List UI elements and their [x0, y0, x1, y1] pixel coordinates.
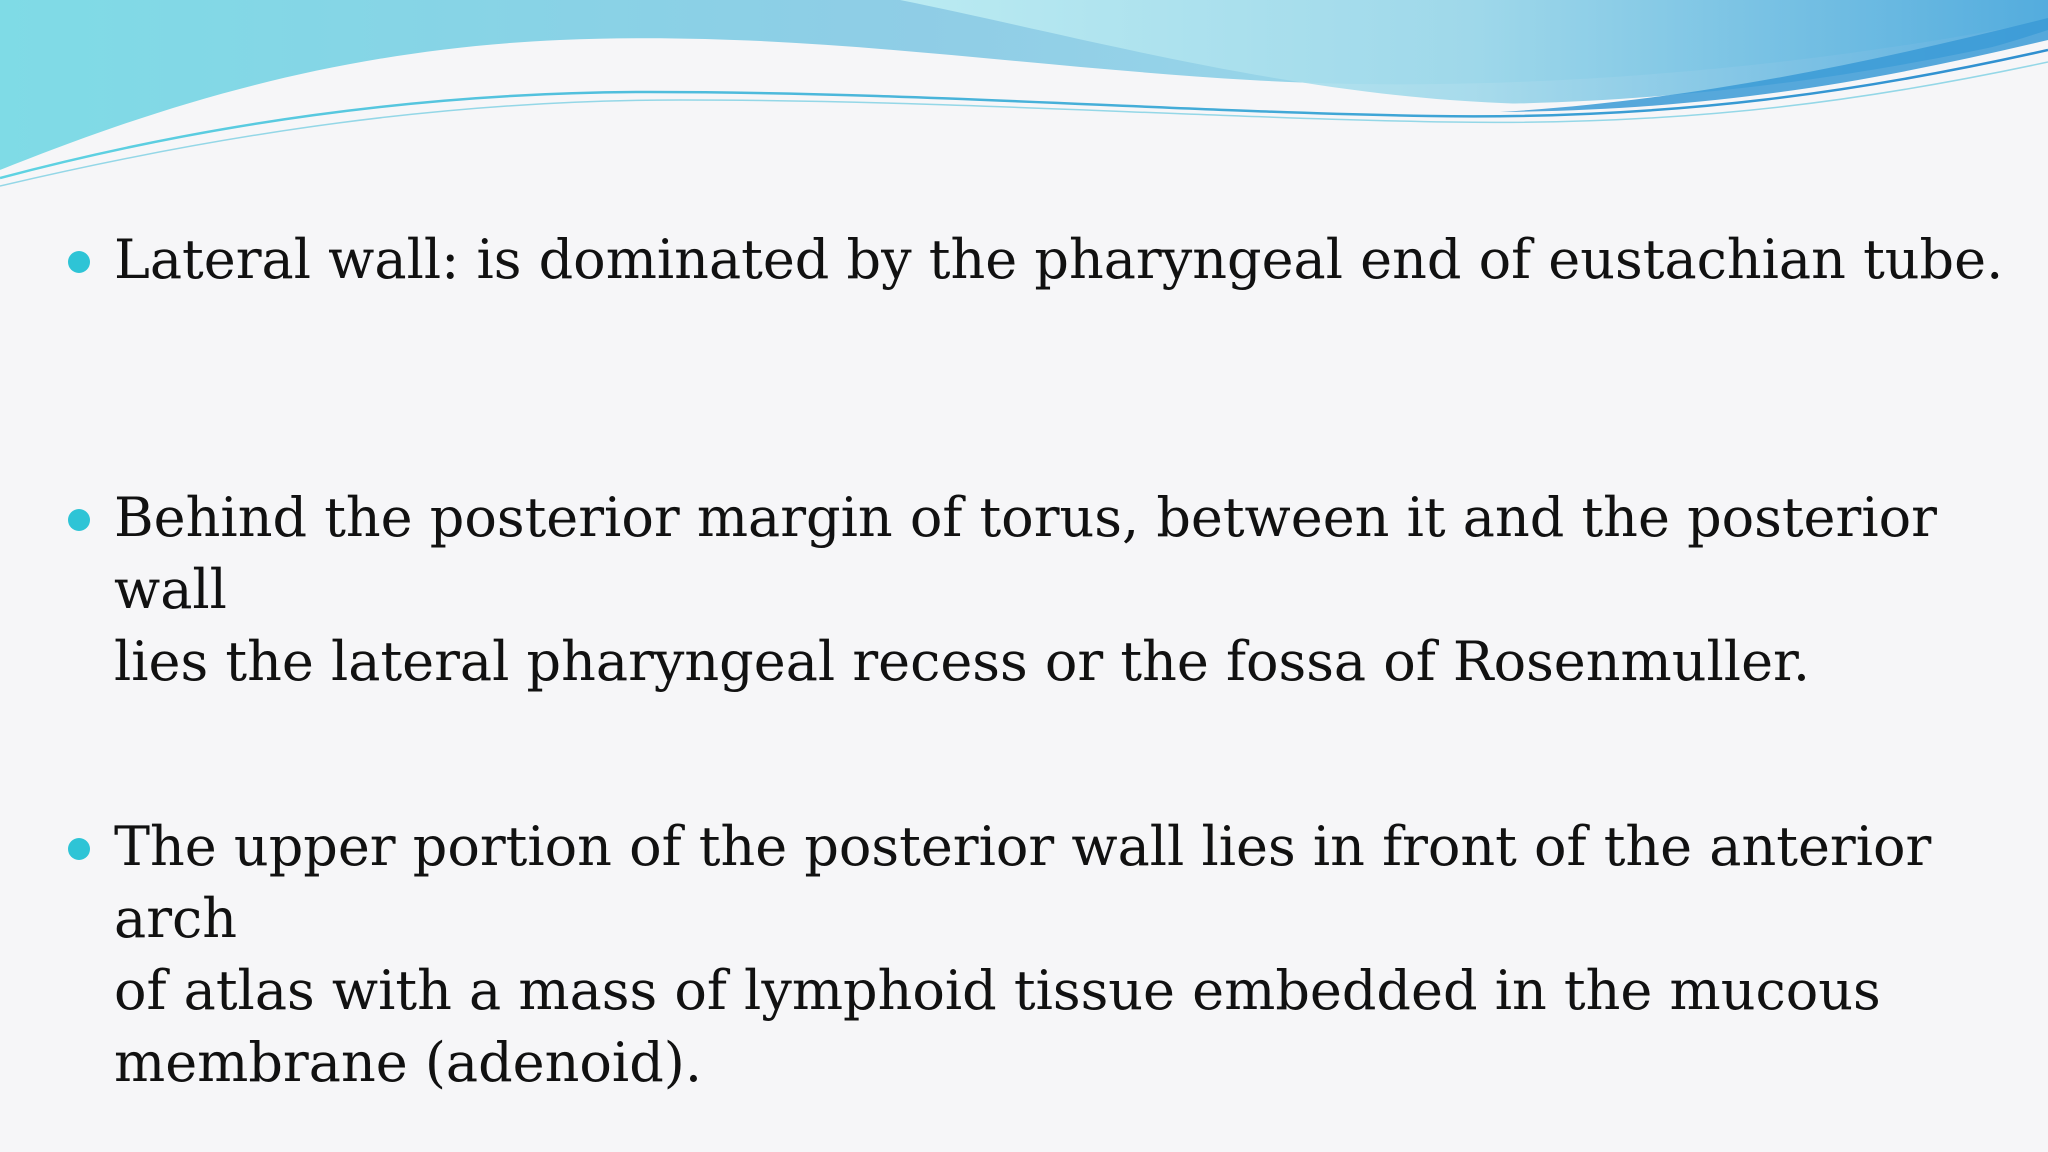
bullet-item — [68, 224, 2008, 296]
bullet-item — [68, 811, 2008, 1099]
header-wave-decoration — [0, 0, 2048, 200]
bullet-text: Lateral wall: is dominated by the pharyngeal end of eustachian tube. — [114, 228, 2004, 291]
bullet-dot-icon — [68, 251, 90, 273]
bullet-dot-icon — [68, 509, 90, 531]
bullet-dot-icon — [68, 838, 90, 860]
bullet-item — [68, 482, 2008, 698]
bullet-text: Behind the posterior margin of torus, between it and the posterior wall lies the lateral pharyngeal recess or the fossa of Rosenmuller. — [114, 486, 1937, 693]
bullet-text: The upper portion of the posterior wall lies in front of the anterior arch of atlas with a mass of lymphoid tissue embedded in the mucous membrane (adenoid). — [114, 815, 1932, 1094]
